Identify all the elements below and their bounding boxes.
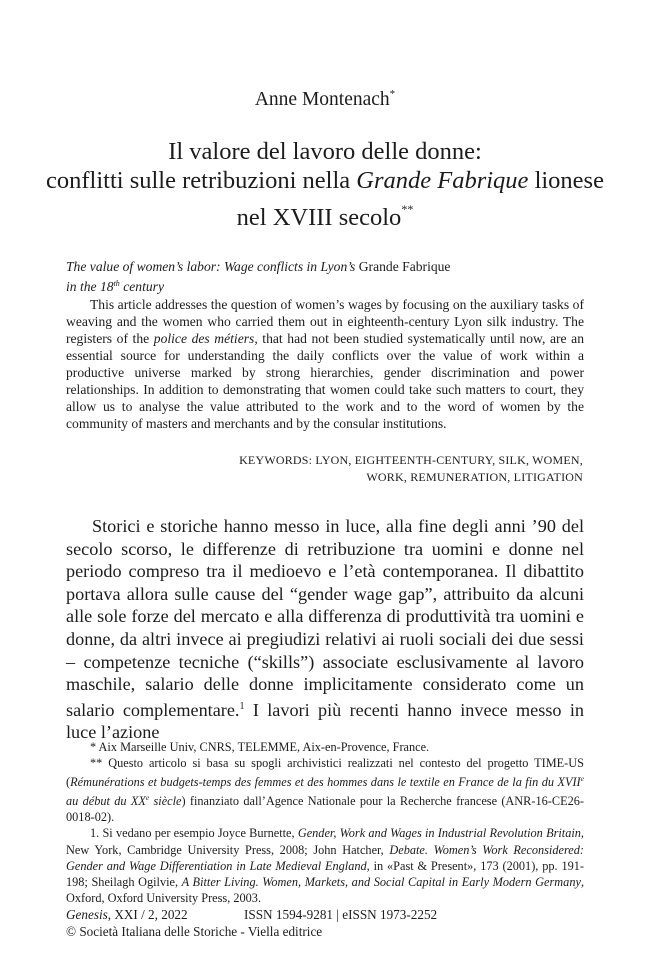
abstract-title: The value of women’s labor: Wage conflicts in Lyon’s Grande Fabrique in the 18th century — [66, 259, 451, 294]
title-line-2: conflitti sulle retribuzioni nella Grande Fabrique lionese — [46, 167, 604, 194]
journal-citation: Genesis, XXI / 2, 2022 — [66, 907, 188, 922]
keywords: KEYWORDS: LYON, EIGHTEENTH-CENTURY, SILK, WOMEN, WORK, REMUNERATION, LITIGATION — [239, 453, 583, 484]
author-name: Anne Montenach* — [254, 88, 396, 110]
footnote-star: * Aix Marseille Univ, CNRS, TELEMME, Aix-en-Provence, France. — [90, 740, 430, 754]
copyright: © Società Italiana delle Storiche - Viella editrice — [66, 923, 323, 939]
author-footnote-mark: * — [389, 88, 396, 100]
footnote-ref-1: 1 — [239, 700, 245, 712]
article-title — [40, 137, 610, 232]
title-line-3: nel XVIII secolo** — [236, 202, 414, 231]
abstract-text: This article addresses the question of women’s wages by focusing on the auxiliary tasks of weaving and the women who carried them out in eighteenth-century Lyon silk industry. The registers of the police des métiers, that had not been studied systematically until now, are an essential source for understanding the daily conflicts over the value of work within a productive universe marked by strong hierarchies, gender discrimination and power relationships. In addition to demonstrating that women could take such matters to court, they allow us to analyse the value attributed to the work and to the word of women by the community of masters and merchants and by the consular institutions. — [66, 297, 584, 432]
footnotes — [66, 739, 584, 906]
title-line-1: Il valore del lavoro delle donne: — [168, 138, 482, 165]
footnote-1: 1. Si vedano per esempio Joyce Burnette, Gender, Work and Wages in Industrial Revolution Britain, New York, Cambridge University Press, 2008; John Hatcher, Debate. Women’s Work Reconsidered: Gender and Wage Differentiation in Late Medieval England, in «Past & Present», 173 (2001), pp. 191-198; Sheilagh Ogilvie, A Bitter Living. Women, Markets, and Social Capital in Early Modern Germany, Oxford, Oxford University Press, 2003. — [66, 826, 585, 905]
issn: ISSN 1594-9281 | eISSN 1973-2252 — [244, 907, 438, 922]
footnote-double-star: ** Questo articolo si basa su spogli archivistici realizzati nel contesto del progetto TIME-US (Rémunérations et budgets-temps des femmes et des hommes dans le textile en France de la fin du XVIIe au début du XXe siècle) finanziato dall’Agence Nationale pour la Recherche francese (ANR-16-CE26-0018-02). — [66, 756, 584, 825]
body-paragraph: Storici e storiche hanno messo in luce, alla fine degli anni ’90 del secolo scorso, le differenze di retribuzione tra uomini e donne nel periodo compreso tra il medioevo e l’età contemporanea. Il dibattito portava allora sulle cause del “gender wage gap”, attribuito da alcuni alle sole forze del mercato e alla differenza di produttività tra uomini e donne, da altri invece ai pregiudizi relativi ai ruoli sociali dei due sessi – competenze tecniche (“skills”) associate esclusivamente al lavoro maschile, salario delle donne implicitamente considerato come un salario complementare.$^1$ I lavori più recenti hanno invece messo in luce l’azione — [66, 516, 584, 743]
page-footer — [66, 907, 586, 940]
title-footnote-mark: ** — [401, 202, 414, 216]
